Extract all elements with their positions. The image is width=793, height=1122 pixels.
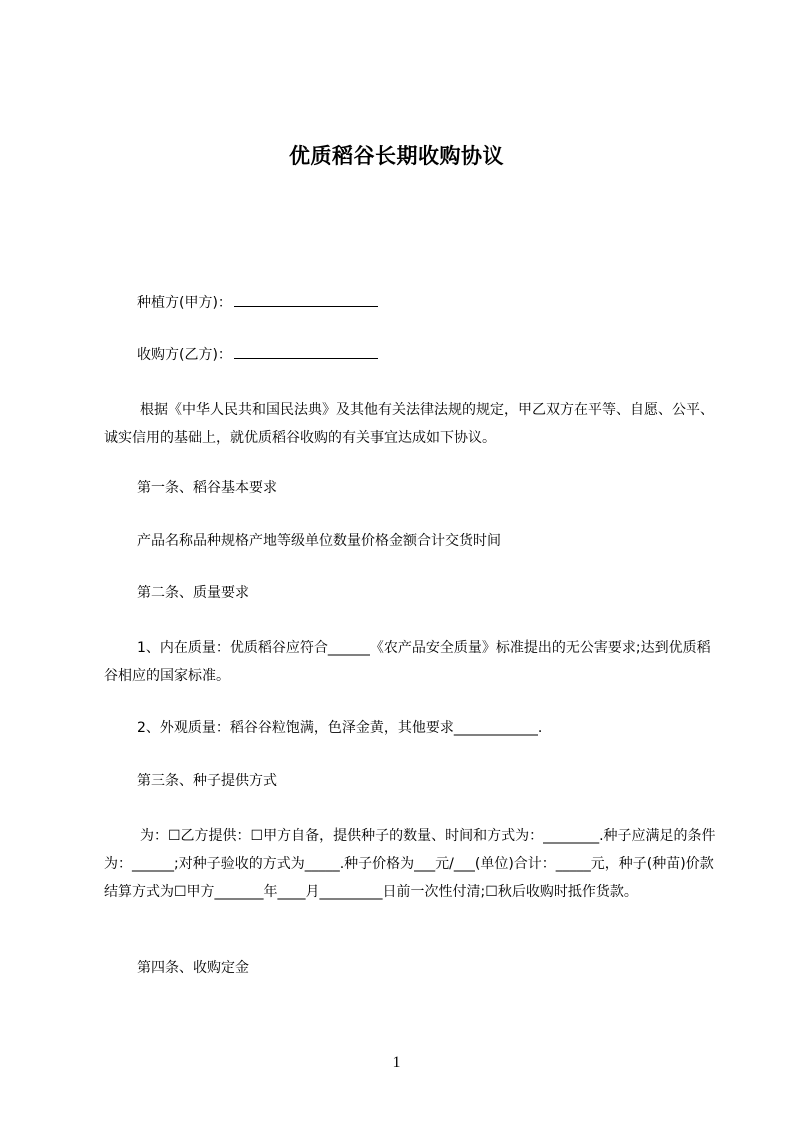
document-title: 优质稻谷长期收购协议 [289, 144, 504, 168]
article3-heading: 第三条、种子提供方式 [137, 773, 277, 789]
article1-columns: 产品名称品种规格产地等级单位数量价格金额合计交货时间 [137, 533, 501, 549]
page-number: 1 [392, 1054, 401, 1071]
party-a-line [137, 292, 378, 313]
article2-item2: 2、外观质量：稻谷谷粒饱满，色泽金黄，其他要求____________. [137, 720, 543, 736]
article2-item1: 1、内在质量：优质稻谷应符合______《农产品安全质量》标准提出的无公害要求;达到优质稻谷相应的国家标准。 [104, 640, 711, 684]
intro-paragraph: 根据《中华人民共和国民法典》及其他有关法律法规的规定，甲乙双方在平等、自愿、公平、诚实信用的基础上，就优质稻谷收购的有关事宜达成如下协议。 [104, 402, 714, 446]
article4-heading: 第四条、收购定金 [137, 960, 249, 976]
party-a-label: 种植方(甲方)： [137, 295, 232, 311]
party-a-blank [234, 292, 378, 307]
party-b-line [137, 344, 378, 365]
party-b-label: 收购方(乙方)： [137, 347, 232, 363]
article2-heading: 第二条、质量要求 [137, 585, 249, 601]
article3-body: 为：☐乙方提供：☐甲方自备，提供种子的数量、时间和方式为：________.种子应满足的条件为：______;对种子验收的方式为_____.种子价格为___元/___(单位)合计：_____元，种子(种苗)价款结算方式为☐甲方_______年____月_________日前一次性付清;☐秋后收购时抵作货款。 [104, 828, 716, 900]
party-b-blank [234, 344, 378, 359]
article1-heading: 第一条、稻谷基本要求 [137, 480, 277, 496]
